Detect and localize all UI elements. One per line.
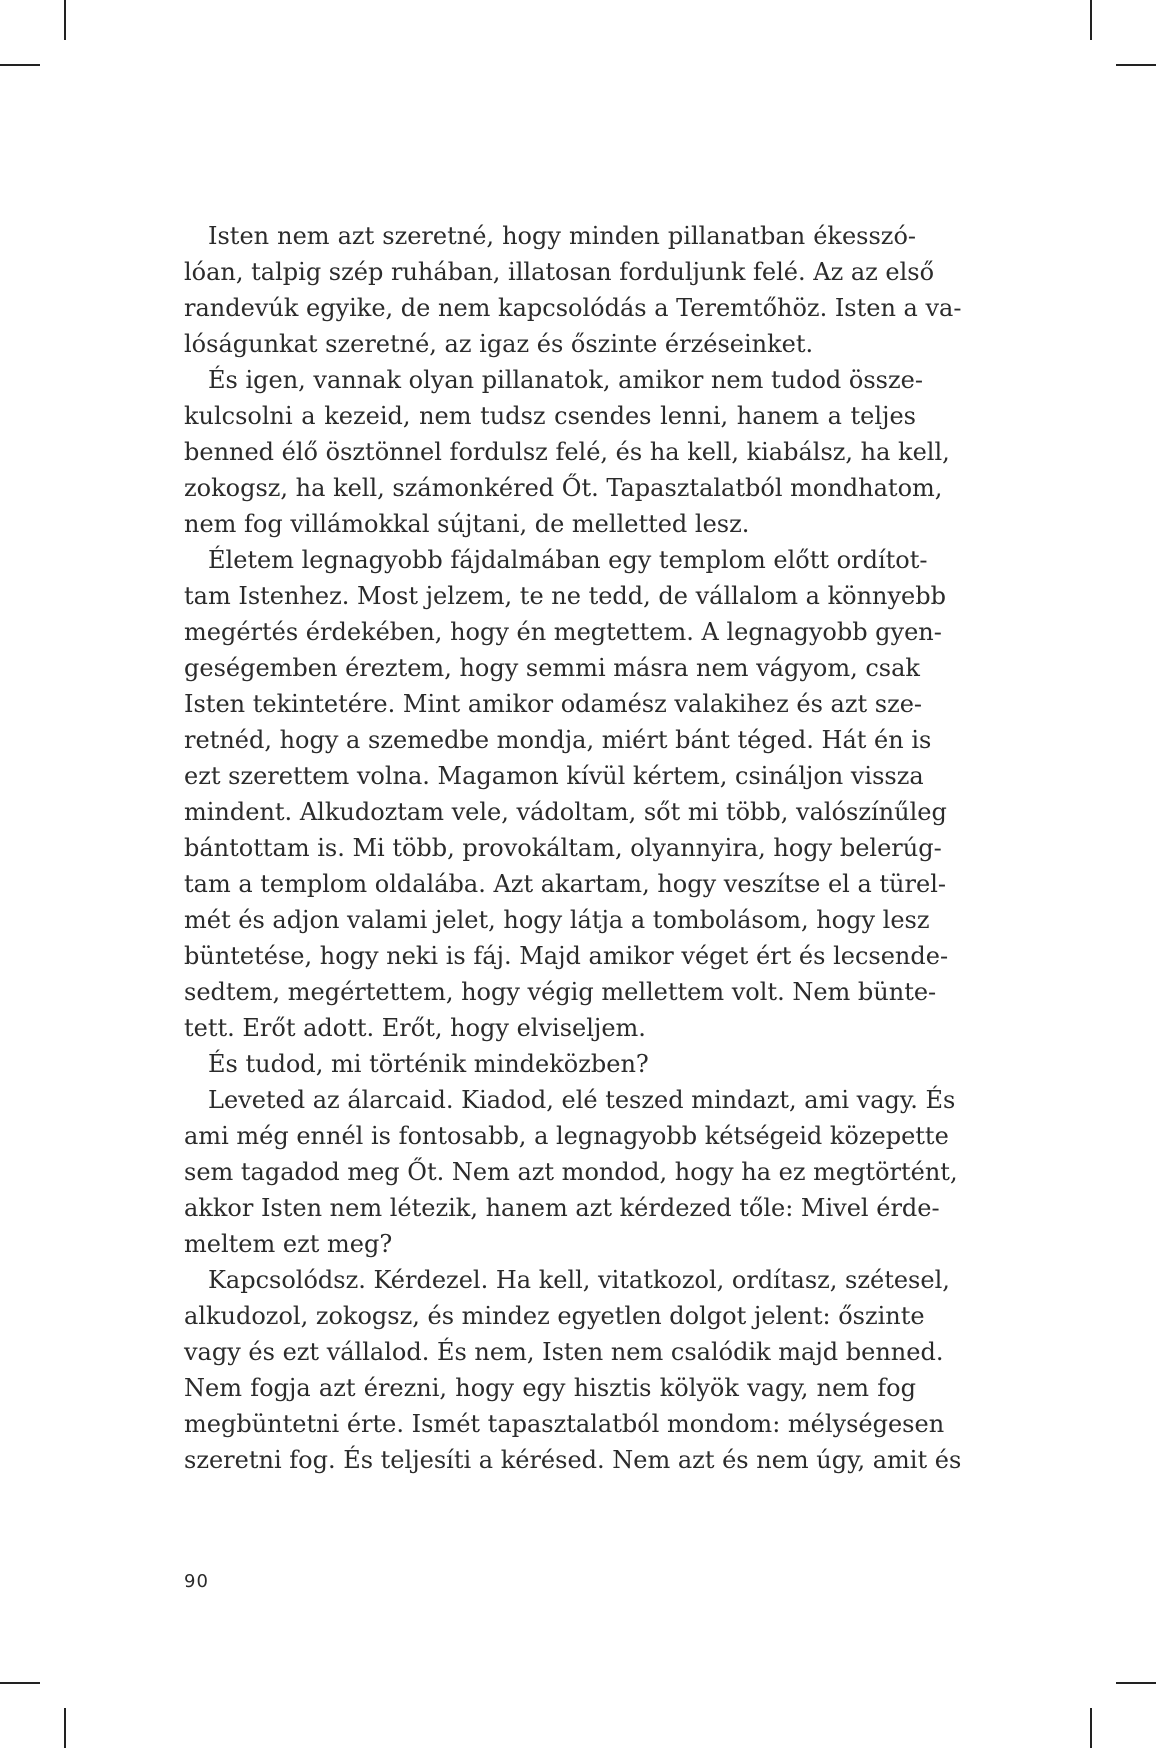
text-line: lóságunkat szeretné, az igaz és őszinte érzéseinket. <box>184 330 814 358</box>
crop-mark-bottom-right-horizontal <box>1116 1682 1156 1684</box>
text-line: megértés érdekében, hogy én megtettem. A legnagyobb gyen- <box>184 618 942 646</box>
text-line: És tudod, mi történik mindeközben? <box>208 1050 649 1078</box>
crop-mark-top-left-horizontal <box>0 64 40 66</box>
text-line: ami még ennél is fontosabb, a legnagyobb kétségeid közepette <box>184 1122 949 1150</box>
text-line: bántottam is. Mi több, provokáltam, olyannyira, hogy belerúg- <box>184 834 942 862</box>
text-line: alkudozol, zokogsz, és mindez egyetlen dolgot jelent: őszinte <box>184 1302 925 1330</box>
text-line: ezt szerettem volna. Magamon kívül kértem, csináljon vissza <box>184 762 924 790</box>
text-line: És igen, vannak olyan pillanatok, amikor nem tudod össze- <box>208 366 923 394</box>
page-number: 90 <box>184 1571 209 1592</box>
crop-mark-bottom-right-vertical <box>1090 1708 1092 1748</box>
body-text <box>184 218 962 1478</box>
text-line: lóan, talpig szép ruhában, illatosan forduljunk felé. Az az első <box>184 258 935 286</box>
crop-mark-top-right-horizontal <box>1116 64 1156 66</box>
text-line: mindent. Alkudoztam vele, vádoltam, sőt mi több, valószínűleg <box>184 798 947 826</box>
text-line: benned élő ösztönnel fordulsz felé, és ha kell, kiabálsz, ha kell, <box>184 438 950 466</box>
text-line: Életem legnagyobb fájdalmában egy templom előtt ordítot- <box>208 546 928 574</box>
text-line: megbüntetni érte. Ismét tapasztalatból mondom: mélységesen <box>184 1410 945 1438</box>
text-line: Isten nem azt szeretné, hogy minden pillanatban ékesszó- <box>208 222 916 250</box>
text-line: Isten tekintetére. Mint amikor odamész valakihez és azt sze- <box>184 690 923 718</box>
text-line: vagy és ezt vállalod. És nem, Isten nem csalódik majd benned. <box>184 1338 944 1366</box>
text-line: akkor Isten nem létezik, hanem azt kérdezed tőle: Mivel érde- <box>184 1194 940 1222</box>
text-line: szeretni fog. És teljesíti a kérésed. Nem azt és nem úgy, amit és <box>184 1446 962 1474</box>
text-line: tam a templom oldalába. Azt akartam, hogy veszítse el a türel- <box>184 870 946 898</box>
text-line: tam Istenhez. Most jelzem, te ne tedd, de vállalom a könnyebb <box>184 582 946 610</box>
text-line: Nem fogja azt érezni, hogy egy hisztis kölyök vagy, nem fog <box>184 1374 916 1402</box>
crop-mark-bottom-left-horizontal <box>0 1682 40 1684</box>
text-line: Kapcsolódsz. Kérdezel. Ha kell, vitatkozol, ordítasz, szétesel, <box>208 1266 950 1294</box>
text-line: zokogsz, ha kell, számonkéred Őt. Tapasztalatból mondhatom, <box>184 474 943 502</box>
text-line: büntetése, hogy neki is fáj. Majd amikor véget ért és lecsende- <box>184 942 949 970</box>
text-line: meltem ezt meg? <box>184 1230 393 1258</box>
crop-mark-top-right-vertical <box>1090 0 1092 40</box>
text-line: geségemben éreztem, hogy semmi másra nem vágyom, csak <box>184 654 920 682</box>
text-line: randevúk egyike, de nem kapcsolódás a Teremtőhöz. Isten a va- <box>184 294 962 322</box>
text-line: Leveted az álarcaid. Kiadod, elé teszed mindazt, ami vagy. És <box>208 1086 956 1114</box>
crop-mark-top-left-vertical <box>64 0 66 40</box>
text-line: kulcsolni a kezeid, nem tudsz csendes lenni, hanem a teljes <box>184 402 916 430</box>
text-line: mét és adjon valami jelet, hogy látja a tombolásom, hogy lesz <box>184 906 930 934</box>
text-line: tett. Erőt adott. Erőt, hogy elviseljem. <box>184 1014 646 1042</box>
text-line: sem tagadod meg Őt. Nem azt mondod, hogy ha ez megtörtént, <box>184 1158 958 1186</box>
text-line: sedtem, megértettem, hogy végig mellettem volt. Nem büntе- <box>184 978 937 1006</box>
crop-mark-bottom-left-vertical <box>64 1708 66 1748</box>
text-line: nem fog villámokkal sújtani, de melletted lesz. <box>184 510 750 538</box>
text-line: retnéd, hogy a szemedbe mondja, miért bánt téged. Hát én is <box>184 726 932 754</box>
